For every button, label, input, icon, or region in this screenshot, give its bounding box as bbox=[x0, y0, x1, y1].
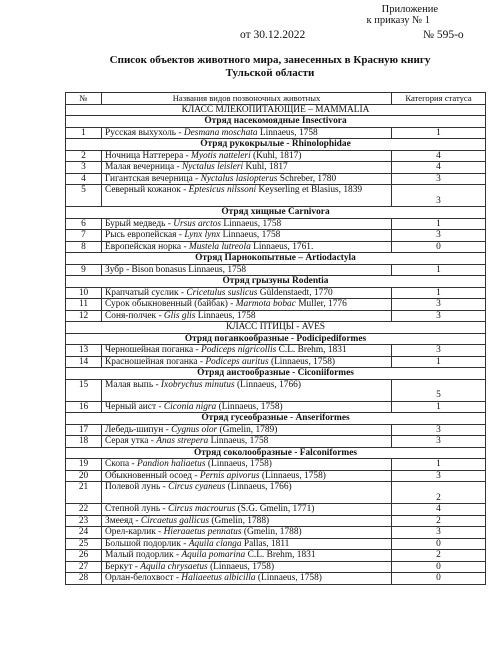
name-separator: - bbox=[197, 356, 206, 367]
species-number: 1 bbox=[66, 127, 102, 139]
species-authority: (Linnaeus, 1758) bbox=[216, 401, 283, 412]
species-russian-name: Европейская норка bbox=[105, 241, 182, 252]
name-separator: - bbox=[176, 127, 184, 138]
column-header-status: Категория статуса bbox=[392, 93, 486, 105]
species-row bbox=[66, 459, 486, 471]
name-separator: - bbox=[132, 561, 141, 572]
status-category: 3 bbox=[392, 299, 486, 311]
status-category: 3 bbox=[392, 185, 486, 207]
species-row bbox=[66, 356, 486, 368]
document-title bbox=[60, 54, 480, 80]
species-number: 3 bbox=[66, 162, 102, 174]
species-name bbox=[102, 218, 392, 230]
column-header-name: Названия видов позвоночных животных bbox=[102, 93, 392, 105]
species-latin-name: Cygnus olor bbox=[171, 424, 218, 435]
order-heading-row bbox=[66, 276, 486, 288]
species-name bbox=[102, 162, 392, 174]
name-separator: - bbox=[123, 264, 132, 275]
species-latin-name: Ursus arctos bbox=[173, 218, 222, 229]
species-latin-name: Haliaeetus albicilla bbox=[181, 573, 256, 583]
species-name bbox=[102, 230, 392, 242]
species-row bbox=[66, 230, 486, 242]
header-line-order-ref: к приказу № 1 bbox=[366, 15, 430, 26]
species-authority: C.L. Brehm, 1831 bbox=[276, 345, 347, 355]
status-category: 3 bbox=[392, 345, 486, 357]
status-category: 2 bbox=[392, 482, 486, 504]
species-number: 13 bbox=[66, 345, 102, 357]
species-row bbox=[66, 162, 486, 174]
species-russian-name: Орел-карлик bbox=[105, 527, 156, 537]
status-category: 1 bbox=[392, 401, 486, 413]
species-name bbox=[102, 299, 392, 311]
name-separator: - bbox=[193, 345, 201, 355]
species-authority: (Kuhl, 1817) bbox=[250, 150, 302, 161]
species-authority: Keyserling et Blasius, 1839 bbox=[256, 185, 363, 195]
species-name bbox=[102, 379, 392, 401]
header-line-appendix: Приложение bbox=[381, 4, 438, 15]
species-name bbox=[102, 459, 392, 471]
species-authority: Linnaeus, 1758 bbox=[208, 436, 269, 446]
species-russian-name: Черный аист bbox=[105, 401, 157, 412]
status-category: 3 bbox=[392, 470, 486, 482]
species-authority: (S.G. Gmelin, 1771) bbox=[235, 504, 315, 514]
species-number: 9 bbox=[66, 264, 102, 276]
species-latin-name: Desmana moschata bbox=[183, 127, 258, 138]
species-table bbox=[65, 92, 486, 585]
species-name bbox=[102, 504, 392, 516]
class-heading: КЛАСС МЛЕКОПИТАЮЩИЕ – MAMMALIA bbox=[66, 104, 486, 116]
order-heading-row bbox=[66, 253, 486, 265]
name-separator: - bbox=[155, 527, 164, 537]
species-authority: (Linnaeus, 1758) bbox=[207, 561, 275, 572]
order-heading-row bbox=[66, 447, 486, 459]
species-latin-name: Circaetus gallicus bbox=[140, 515, 209, 526]
species-name bbox=[102, 127, 392, 139]
species-name bbox=[102, 310, 392, 322]
status-category: 1 bbox=[392, 287, 486, 299]
species-latin-name: Pernis apivorus bbox=[199, 470, 260, 481]
species-russian-name: Русская выхухоль bbox=[105, 127, 177, 138]
species-latin-name: Circus cyaneus bbox=[168, 482, 226, 492]
status-category: 3 bbox=[392, 436, 486, 448]
status-category: 3 bbox=[392, 173, 486, 185]
status-category: 3 bbox=[392, 527, 486, 539]
status-category: 0 bbox=[392, 538, 486, 550]
order-heading: Отряд Парнокопытные – Artiodactyla bbox=[66, 253, 486, 265]
species-latin-name: Circus macrourus bbox=[167, 504, 236, 514]
species-authority: Schreber, 1780 bbox=[277, 173, 337, 184]
species-russian-name: Сурок обыкновенный (байбак) bbox=[105, 299, 228, 309]
species-name bbox=[102, 173, 392, 185]
species-name bbox=[102, 482, 392, 504]
name-separator: - bbox=[156, 401, 164, 412]
name-separator: - bbox=[160, 504, 168, 514]
species-row bbox=[66, 185, 486, 207]
status-category: 1 bbox=[392, 127, 486, 139]
species-row bbox=[66, 504, 486, 516]
species-latin-name: Nyctalus leisleri bbox=[181, 162, 244, 172]
species-name bbox=[102, 538, 392, 550]
species-authority: (Linnaeus, 1766) bbox=[225, 482, 292, 492]
species-number: 20 bbox=[66, 470, 102, 482]
species-number: 2 bbox=[66, 150, 102, 162]
name-separator: - bbox=[133, 515, 141, 526]
species-latin-name: Nyctalus lasiopterus bbox=[200, 173, 278, 184]
species-russian-name: Лебедь-шипун bbox=[105, 424, 164, 435]
species-row bbox=[66, 287, 486, 299]
species-row bbox=[66, 550, 486, 562]
name-separator: - bbox=[176, 230, 185, 240]
species-latin-name: Podiceps auritus bbox=[205, 356, 269, 367]
species-latin-name: Anas strepera bbox=[156, 436, 209, 446]
name-separator: - bbox=[156, 310, 164, 321]
order-heading: Отряд поганкообразные - Podicipediformes bbox=[66, 333, 486, 345]
species-authority: (Gmelin, 1789) bbox=[217, 424, 278, 435]
species-russian-name: Черношейная поганка bbox=[105, 345, 194, 355]
class-heading-row bbox=[66, 104, 486, 116]
species-number: 23 bbox=[66, 515, 102, 527]
species-latin-name: Eptesicus nilssoni bbox=[188, 185, 257, 195]
species-authority: C.L. Brehm, 1831 bbox=[245, 550, 316, 560]
name-separator: - bbox=[192, 470, 200, 481]
species-latin-name: Glis glis bbox=[163, 310, 196, 321]
species-number: 24 bbox=[66, 527, 102, 539]
species-number: 22 bbox=[66, 504, 102, 516]
status-category: 2 bbox=[392, 550, 486, 562]
status-category: 3 bbox=[392, 230, 486, 242]
species-russian-name: Скопа bbox=[105, 459, 130, 469]
species-number: 26 bbox=[66, 550, 102, 562]
name-separator: - bbox=[129, 459, 138, 469]
order-heading-row bbox=[66, 368, 486, 380]
species-latin-name: Pandion haliaetus bbox=[137, 459, 206, 469]
species-number: 10 bbox=[66, 287, 102, 299]
order-heading-row bbox=[66, 333, 486, 345]
species-row bbox=[66, 561, 486, 573]
species-row bbox=[66, 573, 486, 585]
species-russian-name: Беркут bbox=[105, 561, 133, 572]
species-row bbox=[66, 127, 486, 139]
species-russian-name: Бурый медведь bbox=[105, 218, 166, 229]
species-authority: Pallas, 1811 bbox=[241, 538, 290, 549]
species-russian-name: Обыкновенный осоед bbox=[105, 470, 193, 481]
species-row bbox=[66, 401, 486, 413]
species-russian-name: Полевой лунь bbox=[105, 482, 161, 492]
species-name bbox=[102, 527, 392, 539]
species-name bbox=[102, 561, 392, 573]
class-heading: КЛАСС ПТИЦЫ - AVES bbox=[66, 322, 486, 334]
species-number: 16 bbox=[66, 401, 102, 413]
species-russian-name: Красношейная поганка bbox=[105, 356, 198, 367]
document-title-line-2: Тульской области bbox=[225, 67, 315, 79]
species-russian-name: Гигантская вечерница bbox=[105, 173, 193, 184]
species-row bbox=[66, 264, 486, 276]
species-number: 11 bbox=[66, 299, 102, 311]
order-heading: Отряд гусеобразные - Anseriformes bbox=[66, 413, 486, 425]
species-russian-name: Степной лунь bbox=[105, 504, 161, 514]
species-russian-name: Ночница Наттерера bbox=[105, 150, 184, 161]
species-number: 6 bbox=[66, 218, 102, 230]
species-name bbox=[102, 436, 392, 448]
order-heading-row bbox=[66, 139, 486, 151]
order-heading-row bbox=[66, 116, 486, 128]
name-separator: - bbox=[180, 538, 189, 549]
species-latin-name: Aquila pomarina bbox=[181, 550, 246, 560]
name-separator: - bbox=[183, 150, 192, 161]
species-authority: Muller, 1776 bbox=[295, 299, 347, 309]
order-heading: Отряд соколообразные - Falconiformes bbox=[66, 447, 486, 459]
species-number: 4 bbox=[66, 173, 102, 185]
species-latin-name: Aquila chrysaetus bbox=[140, 561, 208, 572]
species-name bbox=[102, 287, 392, 299]
name-separator: - bbox=[160, 482, 169, 492]
species-authority: (Gmelin, 1788) bbox=[209, 515, 270, 526]
species-name bbox=[102, 424, 392, 436]
species-name bbox=[102, 470, 392, 482]
species-name bbox=[102, 515, 392, 527]
species-latin-name: Ixobrychus minutus bbox=[160, 379, 235, 390]
species-row bbox=[66, 482, 486, 504]
species-number: 15 bbox=[66, 379, 102, 401]
order-heading-row bbox=[66, 413, 486, 425]
status-category: 2 bbox=[392, 515, 486, 527]
species-russian-name: Северный кожанок bbox=[105, 185, 181, 195]
name-separator: - bbox=[192, 173, 201, 184]
species-number: 27 bbox=[66, 561, 102, 573]
species-russian-name: Малая вечерница bbox=[105, 162, 175, 172]
species-authority: Bison bonasus Linnaeus, 1758 bbox=[131, 264, 247, 275]
status-category: 1 bbox=[392, 218, 486, 230]
document-title-line-1: Список объектов животного мира, занесенных в Красную книгу bbox=[109, 54, 431, 66]
name-separator: - bbox=[178, 287, 187, 298]
name-separator: - bbox=[181, 241, 189, 252]
species-number: 25 bbox=[66, 538, 102, 550]
species-row bbox=[66, 515, 486, 527]
species-name bbox=[102, 573, 392, 585]
species-row bbox=[66, 173, 486, 185]
name-separator: - bbox=[153, 379, 161, 390]
status-category: 3 bbox=[392, 310, 486, 322]
species-russian-name: Орлан-белохвост bbox=[105, 573, 174, 583]
species-authority: Kuhl, 1817 bbox=[243, 162, 288, 172]
species-number: 17 bbox=[66, 424, 102, 436]
species-number: 14 bbox=[66, 356, 102, 368]
species-row bbox=[66, 424, 486, 436]
species-russian-name: Рысь европейская bbox=[105, 230, 177, 240]
order-heading: Отряд насекомоядные Insectivora bbox=[66, 116, 486, 128]
species-authority: Linnaeus, 1758 bbox=[257, 127, 318, 138]
status-category: 4 bbox=[392, 162, 486, 174]
status-category: 1 bbox=[392, 356, 486, 368]
status-category: 5 bbox=[392, 379, 486, 401]
species-row bbox=[66, 345, 486, 357]
species-name bbox=[102, 185, 392, 207]
species-russian-name: Малая выпь bbox=[105, 379, 154, 390]
species-authority: (Linnaeus, 1758) bbox=[205, 459, 272, 469]
species-name bbox=[102, 401, 392, 413]
species-latin-name: Cricetulus suslicus bbox=[186, 287, 258, 298]
species-row bbox=[66, 538, 486, 550]
species-russian-name: Зубр bbox=[105, 264, 124, 275]
species-authority: Linnaeus, 1758 bbox=[195, 310, 256, 321]
species-name bbox=[102, 550, 392, 562]
species-latin-name: Myotis natteleri bbox=[191, 150, 251, 161]
species-name bbox=[102, 241, 392, 253]
species-russian-name: Змееяд bbox=[105, 515, 134, 526]
order-heading: Отряд хищные Carnivora bbox=[66, 207, 486, 219]
species-authority: (Linnaeus, 1758) bbox=[268, 356, 335, 367]
species-authority: Linnaeus, 1761. bbox=[250, 241, 314, 252]
species-row bbox=[66, 310, 486, 322]
class-heading-row bbox=[66, 322, 486, 334]
name-separator: - bbox=[165, 218, 174, 229]
species-name bbox=[102, 150, 392, 162]
species-authority: (Linnaeus, 1766) bbox=[234, 379, 301, 390]
status-category: 1 bbox=[392, 264, 486, 276]
name-separator: - bbox=[173, 550, 182, 560]
species-russian-name: Малый подорлик bbox=[105, 550, 174, 560]
species-name bbox=[102, 264, 392, 276]
species-authority: Güldenstaedt, 1770 bbox=[257, 287, 333, 298]
species-authority: Linnaeus, 1758 bbox=[221, 218, 282, 229]
column-header-number: № bbox=[66, 93, 102, 105]
species-row bbox=[66, 241, 486, 253]
species-row bbox=[66, 470, 486, 482]
order-heading: Отряд рукокрылые - Rhinolophidae bbox=[66, 139, 486, 151]
name-separator: - bbox=[148, 436, 157, 446]
species-row bbox=[66, 299, 486, 311]
species-latin-name: Lynx lynx bbox=[184, 230, 221, 240]
species-russian-name: Серая утка bbox=[105, 436, 149, 446]
status-category: 0 bbox=[392, 573, 486, 585]
name-separator: - bbox=[174, 162, 182, 172]
name-separator: - bbox=[180, 185, 189, 195]
status-category: 4 bbox=[392, 150, 486, 162]
species-number: 5 bbox=[66, 185, 102, 207]
species-authority: Linnaeus, 1758 bbox=[220, 230, 281, 240]
species-row bbox=[66, 436, 486, 448]
species-number: 7 bbox=[66, 230, 102, 242]
table-header-row bbox=[66, 93, 486, 105]
status-category: 1 bbox=[392, 459, 486, 471]
status-category: 3 bbox=[392, 424, 486, 436]
species-authority: (Gmelin, 1788) bbox=[241, 527, 302, 537]
order-heading: Отряд аистообразные - Ciconiiformes bbox=[66, 368, 486, 380]
species-authority: (Linnaeus, 1758) bbox=[259, 470, 326, 481]
header-date: от 30.12.2022 bbox=[240, 29, 306, 41]
species-row bbox=[66, 379, 486, 401]
species-number: 21 bbox=[66, 482, 102, 504]
header-number: № 595-о bbox=[423, 29, 464, 41]
species-number: 19 bbox=[66, 459, 102, 471]
order-heading-row bbox=[66, 207, 486, 219]
species-row bbox=[66, 527, 486, 539]
table-body bbox=[66, 104, 486, 584]
status-category: 0 bbox=[392, 561, 486, 573]
species-latin-name: Mustela lutreola bbox=[188, 241, 251, 252]
species-row bbox=[66, 150, 486, 162]
species-russian-name: Крапчатый суслик bbox=[105, 287, 179, 298]
name-separator: - bbox=[163, 424, 172, 435]
status-category: 0 bbox=[392, 241, 486, 253]
species-latin-name: Aquila clanga bbox=[188, 538, 242, 549]
species-russian-name: Большой подорлик bbox=[105, 538, 181, 549]
species-authority: (Linnaeus, 1758) bbox=[255, 573, 322, 583]
species-russian-name: Соня-полчек bbox=[105, 310, 157, 321]
species-number: 28 bbox=[66, 573, 102, 585]
species-latin-name: Hieraaetus pennatus bbox=[163, 527, 242, 537]
species-name bbox=[102, 345, 392, 357]
species-row bbox=[66, 218, 486, 230]
species-number: 18 bbox=[66, 436, 102, 448]
species-latin-name: Podiceps nigricollis bbox=[201, 345, 277, 355]
species-latin-name: Marmota bobac bbox=[235, 299, 296, 309]
name-separator: - bbox=[227, 299, 236, 309]
order-heading: Отряд грызуны Rodentia bbox=[66, 276, 486, 288]
status-category: 4 bbox=[392, 504, 486, 516]
species-number: 12 bbox=[66, 310, 102, 322]
species-number: 8 bbox=[66, 241, 102, 253]
name-separator: - bbox=[173, 573, 182, 583]
species-latin-name: Ciconia nigra bbox=[163, 401, 217, 412]
species-name bbox=[102, 356, 392, 368]
